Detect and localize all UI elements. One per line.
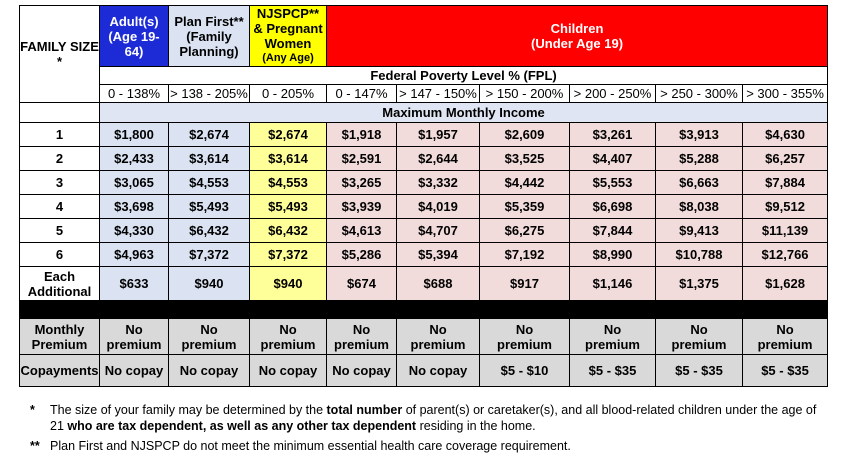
table-row [20,195,828,219]
family-size-label: FAMILY SIZE * [20,39,99,69]
table-row [20,267,828,301]
income-cell: $1,375 [656,267,743,301]
children-header [327,6,828,67]
footnote-mark: * [30,403,35,417]
table-row [20,219,828,243]
footnote-text: The size of your family may be determined by the [50,403,327,417]
adults-header [100,6,169,67]
copay-cell: No copay [250,355,327,387]
income-cell: $1,957 [397,123,480,147]
fpl-range: > 300 - 355% [743,85,828,103]
copayments-label: Copayments [20,355,100,387]
income-cell: $5,359 [480,195,570,219]
family-size-cell: 3 [20,171,100,195]
divider [20,301,828,319]
income-cell: $3,525 [480,147,570,171]
income-cell: $4,019 [397,195,480,219]
footnote-text: Plan First and NJSPCP do not meet the minimum essential health care coverage requirement. [50,439,571,453]
income-cell: $5,553 [570,171,656,195]
plan-first-subtitle: (Family Planning) [179,28,239,59]
blank-cell [20,103,100,123]
income-cell: $3,065 [100,171,169,195]
footnote-mark: ** [30,439,40,453]
premium-line2: premium [497,336,552,352]
income-cell: $3,913 [656,123,743,147]
table-row [20,171,828,195]
copay-cell: No copay [100,355,169,387]
premium-cell [397,319,480,355]
premium-label-line2: Premium [31,336,88,352]
income-cell: $11,139 [743,219,828,243]
income-cell: $8,038 [656,195,743,219]
income-cell: $1,800 [100,123,169,147]
copay-cell: No copay [327,355,397,387]
income-cell: $1,918 [327,123,397,147]
njspcp-line3: Women [264,36,312,51]
income-cell: $6,432 [169,219,250,243]
income-cell: $2,674 [250,123,327,147]
copay-cell: $5 - $35 [570,355,656,387]
fpl-range: > 200 - 250% [570,85,656,103]
footnote-family-size [30,402,830,434]
fpl-range: 0 - 138% [100,85,169,103]
footnote-text: of parent(s) or caretaker(s), and all blood-related children under the age of 21 [50,403,817,433]
premium-line2: premium [334,336,389,352]
fpl-range: 0 - 205% [250,85,327,103]
premium-cell [656,319,743,355]
income-cell: $688 [397,267,480,301]
premium-label [20,319,100,355]
fpl-range: > 150 - 200% [480,85,570,103]
premium-line2: premium [757,336,813,352]
divider-bar [20,301,828,319]
income-cell: $7,372 [169,243,250,267]
premium-cell [169,319,250,355]
premium-cell [100,319,169,355]
income-cell: $5,493 [250,195,327,219]
premium-label-line1: Monthly [34,321,85,337]
footnote-bold: total number [326,403,403,417]
premium-cell [743,319,828,355]
income-cell: $674 [327,267,397,301]
family-size-header [20,6,100,103]
income-cell: $4,963 [100,243,169,267]
each-additional-label [20,267,100,301]
eligibility-table-container [19,5,828,387]
footnote-text: residing in the home. [416,419,536,433]
income-cell: $7,192 [480,243,570,267]
copay-cell: $5 - $35 [656,355,743,387]
copay-cell: No copay [169,355,250,387]
family-size-cell: 4 [20,195,100,219]
income-cell: $4,707 [397,219,480,243]
income-cell: $8,990 [570,243,656,267]
eligibility-table [19,5,828,387]
income-cell: $3,614 [169,147,250,171]
income-cell: $917 [480,267,570,301]
fpl-range: > 147 - 150% [397,85,480,103]
income-cell: $4,330 [100,219,169,243]
table-row [20,123,828,147]
income-cell: $4,553 [169,171,250,195]
income-cell: $5,288 [656,147,743,171]
premium-line2: premium [181,336,237,352]
premium-cell [327,319,397,355]
njspcp-line2: & Pregnant [253,21,323,36]
income-cell: $6,275 [480,219,570,243]
plan-first-title: Plan First** [174,13,244,29]
income-cell: $1,146 [570,267,656,301]
income-cell: $4,407 [570,147,656,171]
footnote-bold: who are tax dependent, as well as any other tax dependent [67,419,417,433]
footnote-coverage [30,438,830,454]
premium-cell [570,319,656,355]
income-cell: $7,844 [570,219,656,243]
each-additional-line2: Additional [27,283,92,299]
table-row [20,243,828,267]
income-cell: $6,257 [743,147,828,171]
copay-cell: No copay [397,355,480,387]
fpl-label: Federal Poverty Level % (FPL) [100,67,828,85]
income-cell: $4,613 [327,219,397,243]
income-cell: $9,512 [743,195,828,219]
income-cell: $10,788 [656,243,743,267]
copay-cell: $5 - $35 [743,355,828,387]
premium-line2: premium [106,336,162,352]
income-cell: $3,261 [570,123,656,147]
premium-line1: No [200,321,218,337]
income-cell: $9,413 [656,219,743,243]
income-cell: $5,493 [169,195,250,219]
fpl-range: 0 - 147% [327,85,397,103]
premium-cell [250,319,327,355]
premium-line2: premium [585,336,640,352]
premium-line2: premium [260,336,316,352]
income-cell: $7,372 [250,243,327,267]
premium-line1: No [515,321,534,337]
premium-line2: premium [410,336,466,352]
income-cell: $2,644 [397,147,480,171]
plan-first-header [169,6,250,67]
njspcp-line1: NJSPCP** [256,6,320,21]
family-size-cell: 6 [20,243,100,267]
njspcp-header [250,6,327,67]
fpl-range: > 250 - 300% [656,85,743,103]
income-cell: $2,591 [327,147,397,171]
income-cell: $12,766 [743,243,828,267]
income-cell: $3,939 [327,195,397,219]
copay-cell: $5 - $10 [480,355,570,387]
njspcp-line4: (Any Age) [262,52,314,64]
table-row [20,147,828,171]
premium-line1: No [603,321,622,337]
income-cell: $940 [169,267,250,301]
income-cell: $5,394 [397,243,480,267]
income-cell: $2,674 [169,123,250,147]
income-cell: $6,698 [570,195,656,219]
income-cell: $3,265 [327,171,397,195]
premium-cell [480,319,570,355]
premium-line1: No [429,321,447,337]
children-title: Children [550,21,604,36]
income-cell: $4,553 [250,171,327,195]
income-cell: $1,628 [743,267,828,301]
income-cell: $4,630 [743,123,828,147]
premium-line1: No [279,321,297,337]
income-cell: $6,663 [656,171,743,195]
premium-line1: No [352,321,371,337]
copayments-row [20,355,828,387]
family-size-cell: 1 [20,123,100,147]
each-additional-line1: Each [43,268,76,284]
income-cell: $3,698 [100,195,169,219]
adults-subtitle: (Age 19-64) [108,28,160,59]
family-size-cell: 2 [20,147,100,171]
income-cell: $633 [100,267,169,301]
income-cell: $7,884 [743,171,828,195]
premium-line1: No [776,321,794,337]
children-subtitle: (Under Age 19) [531,36,624,51]
income-cell: $6,432 [250,219,327,243]
premium-line1: No [125,321,143,337]
income-cell: $3,614 [250,147,327,171]
income-cell: $5,286 [327,243,397,267]
footnotes [30,402,830,458]
income-cell: $2,433 [100,147,169,171]
premium-line1: No [690,321,708,337]
max-income-label: Maximum Monthly Income [100,103,828,123]
income-cell: $4,442 [480,171,570,195]
adults-title: Adult(s) [109,13,159,29]
family-size-cell: 5 [20,219,100,243]
income-cell: $3,332 [397,171,480,195]
premium-row [20,319,828,355]
fpl-range: > 138 - 205% [170,86,248,101]
income-cell: $940 [250,267,327,301]
income-cell: $2,609 [480,123,570,147]
premium-line2: premium [671,336,727,352]
